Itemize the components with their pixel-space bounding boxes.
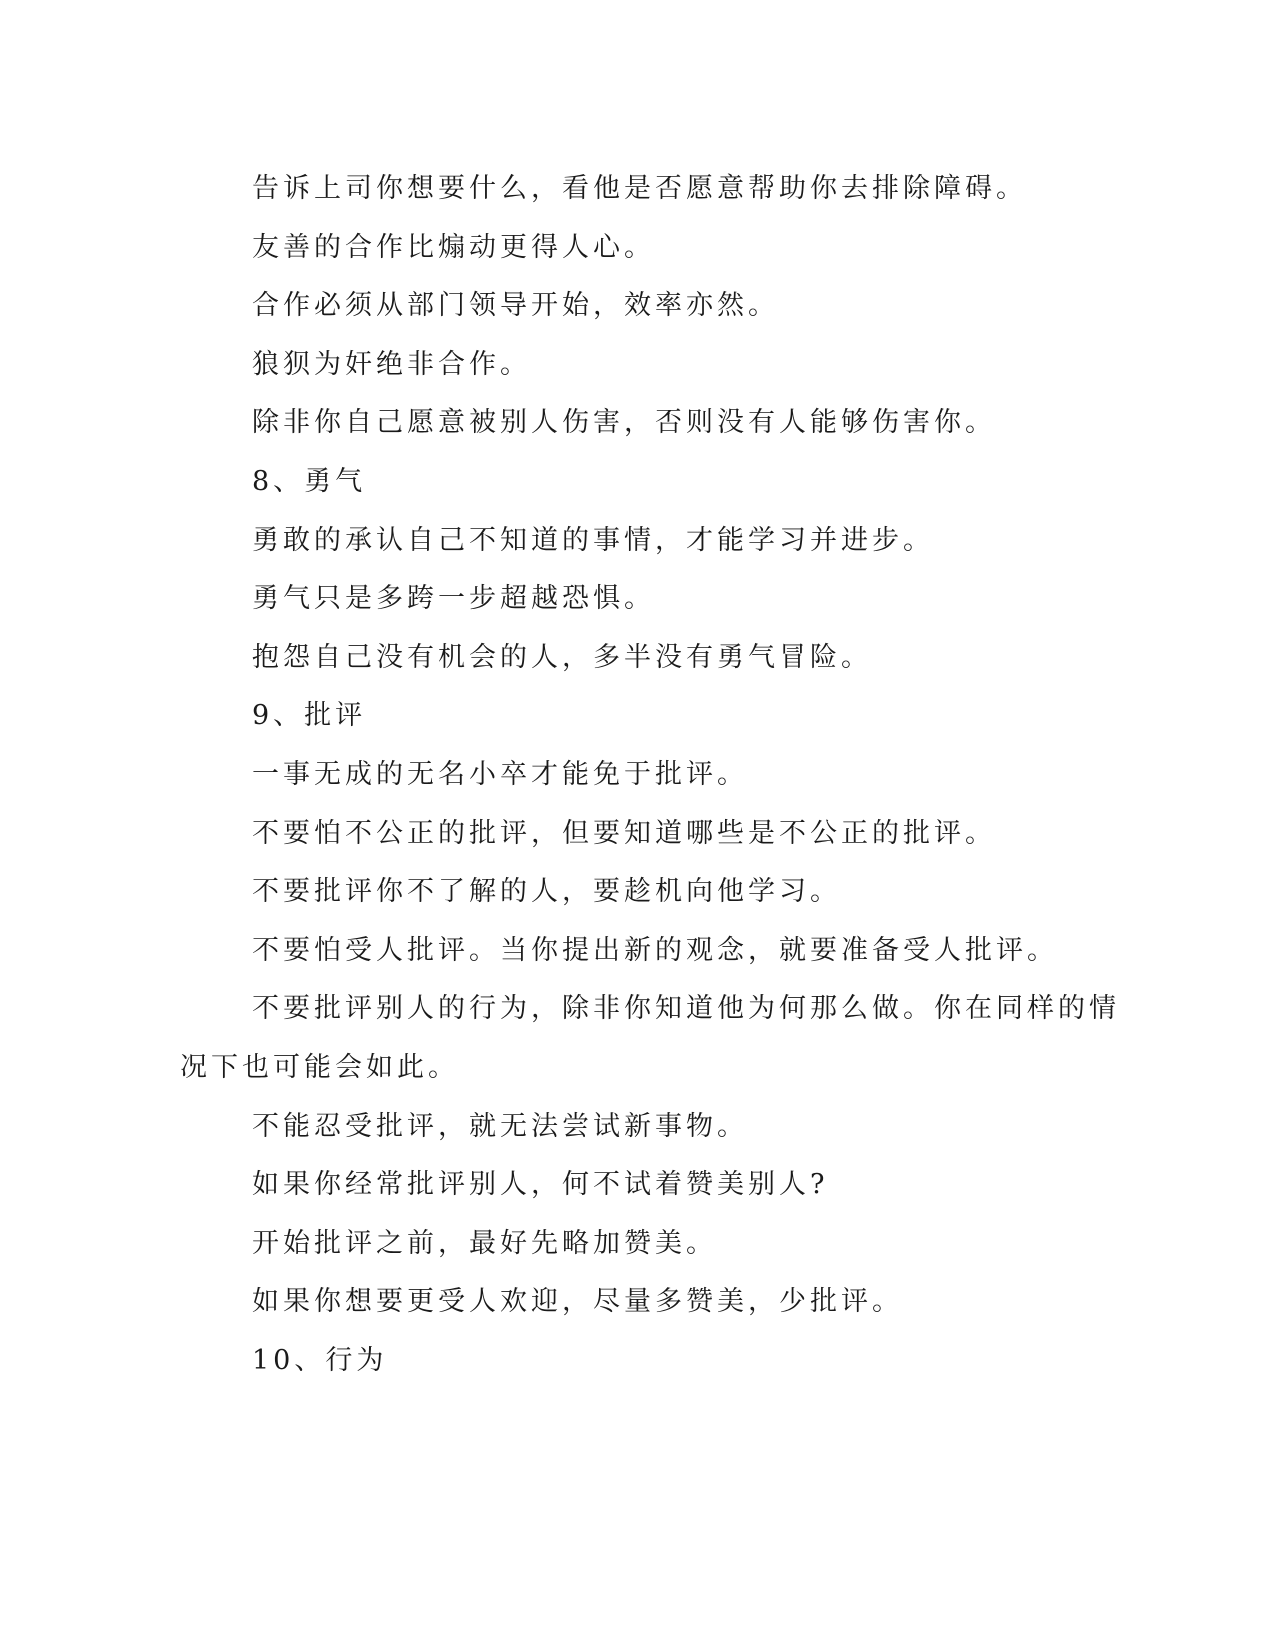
paragraph-line: 开始批评之前，最好先略加赞美。 [252, 1227, 717, 1259]
paragraph-line: 除非你自己愿意被别人伤害，否则没有人能够伤害你。 [252, 407, 996, 439]
paragraph-line: 狼狈为奸绝非合作。 [252, 348, 531, 380]
paragraph-line: 不要批评别人的行为，除非你知道他为何那么做。你在同样的情 [252, 993, 1120, 1025]
paragraph-line: 一事无成的无名小卒才能免于批评。 [252, 758, 748, 790]
paragraph-line: 友善的合作比煽动更得人心。 [252, 231, 655, 263]
section-heading-behavior: 10、行为 [252, 1344, 388, 1376]
paragraph-line: 不能忍受批评，就无法尝试新事物。 [252, 1110, 748, 1142]
paragraph-line: 合作必须从部门领导开始，效率亦然。 [252, 290, 779, 322]
paragraph-line: 如果你想要更受人欢迎，尽量多赞美，少批评。 [252, 1286, 903, 1318]
paragraph-line: 不要怕受人批评。当你提出新的观念，就要准备受人批评。 [252, 934, 1058, 966]
paragraph-line: 不要批评你不了解的人，要趁机向他学习。 [252, 876, 841, 908]
paragraph-line: 不要怕不公正的批评，但要知道哪些是不公正的批评。 [252, 817, 996, 849]
paragraph-line: 抱怨自己没有机会的人，多半没有勇气冒险。 [252, 641, 872, 673]
paragraph-line: 勇敢的承认自己不知道的事情，才能学习并进步。 [252, 524, 934, 556]
section-heading-courage: 8、勇气 [252, 465, 367, 497]
paragraph-line: 如果你经常批评别人，何不试着赞美别人? [252, 1169, 829, 1201]
paragraph-line: 勇气只是多跨一步超越恐惧。 [252, 583, 655, 615]
document-body [180, 160, 1120, 1390]
paragraph-line-continuation: 况下也可能会如此。 [180, 1051, 459, 1083]
paragraph-line: 告诉上司你想要什么，看他是否愿意帮助你去排除障碍。 [252, 173, 1027, 204]
section-heading-criticism: 9、批评 [252, 700, 367, 732]
